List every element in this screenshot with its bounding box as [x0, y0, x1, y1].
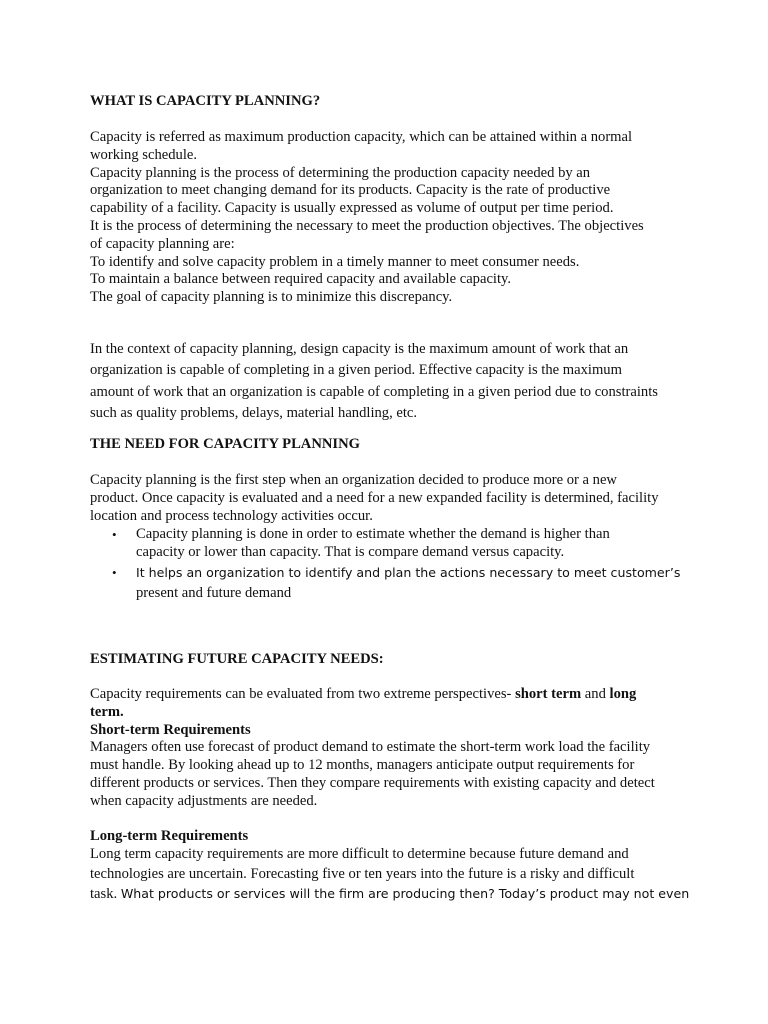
text-line: location and process technology activities occur.	[90, 507, 373, 524]
text-line: It helps an organization to identify and plan the actions necessary to meet customer’s	[136, 564, 681, 580]
capacity-definition-paragraph	[90, 129, 680, 307]
term-emphasis: term.	[90, 703, 124, 720]
design-capacity-paragraph	[90, 339, 680, 425]
intro-text: Capacity requirements can be evaluated from two extreme perspectives-	[90, 686, 516, 702]
long-term-section	[90, 828, 690, 904]
estimating-intro-paragraph	[90, 686, 680, 811]
text-line: To identify and solve capacity problem in a timely manner to meet consumer needs.	[90, 253, 580, 270]
text-line	[90, 828, 680, 846]
text-line: capacity or lower than capacity. That is compare demand versus capacity.	[136, 543, 565, 560]
long-emphasis: long	[609, 686, 637, 702]
list-item	[90, 562, 690, 605]
text-line: must handle. By looking ahead up to 12 months, managers anticipate output requirements for	[90, 757, 635, 774]
heading-estimating-future-capacity: ESTIMATING FUTURE CAPACITY NEEDS:	[90, 651, 384, 667]
text-line	[90, 885, 690, 904]
text-line: Capacity planning is done in order to estimate whether the demand is higher than	[136, 526, 610, 542]
text-line	[90, 722, 680, 740]
text-line: To maintain a balance between required capacity and available capacity.	[90, 271, 512, 288]
text-line: It is the process of determining the necessary to meet the production objectives. The objectives	[90, 217, 644, 234]
text-line: The goal of capacity planning is to minimize this discrepancy.	[90, 289, 453, 306]
short-term-emphasis: short term	[515, 686, 582, 702]
text-line: product. Once capacity is evaluated and a need for a new expanded facility is determined, facility	[90, 489, 659, 506]
text-line	[90, 704, 680, 722]
text-line: Managers often use forecast of product demand to estimate the short-term work load the facility	[90, 739, 651, 756]
text-line: amount of work that an organization is capable of completing in a given period due to constraints	[90, 383, 658, 400]
task-text: task.	[90, 886, 121, 902]
bullet-icon: •	[112, 564, 117, 580]
heading-what-is-capacity-planning: WHAT IS CAPACITY PLANNING?	[90, 93, 321, 109]
text-line	[90, 686, 680, 704]
text-line: present and future demand	[136, 585, 292, 601]
text-line: Capacity is referred as maximum production capacity, which can be attained within a normal	[90, 129, 633, 145]
text-line: Long term capacity requirements are more difficult to determine because future demand and	[90, 845, 629, 862]
list-item	[90, 526, 690, 562]
need-bullet-list	[90, 526, 690, 604]
heading-need-for-capacity-planning: THE NEED FOR CAPACITY PLANNING	[90, 436, 360, 452]
text-line: Capacity planning is the process of determining the production capacity needed by an	[90, 164, 591, 181]
need-paragraph	[90, 472, 680, 525]
question-text: What products or services will the firm are producing then? Today’s product may not even	[120, 886, 690, 901]
text-line: such as quality problems, delays, material handling, etc.	[90, 405, 418, 422]
text-line: working schedule.	[90, 146, 197, 163]
intro-and-text: and	[581, 686, 610, 702]
text-line: Capacity planning is the first step when an organization decided to produce more or a new	[90, 472, 617, 488]
text-line: of capacity planning are:	[90, 235, 235, 252]
text-line: capability of a facility. Capacity is usually expressed as volume of output per time period.	[90, 200, 614, 217]
bullet-icon: •	[112, 527, 117, 542]
text-line: when capacity adjustments are needed.	[90, 792, 318, 809]
text-line: In the context of capacity planning, design capacity is the maximum amount of work that an	[90, 341, 629, 357]
long-term-requirements-heading: Long-term Requirements	[90, 828, 249, 844]
text-line: different products or services. Then they compare requirements with existing capacity and detect	[90, 774, 655, 791]
text-line: organization is capable of completing in a given period. Effective capacity is the maximum	[90, 362, 622, 379]
short-term-requirements-heading: Short-term Requirements	[90, 721, 251, 738]
text-line: organization to meet changing demand for its products. Capacity is the rate of productive	[90, 182, 611, 199]
text-line: technologies are uncertain. Forecasting five or ten years into the future is a risky and difficult	[90, 865, 635, 882]
